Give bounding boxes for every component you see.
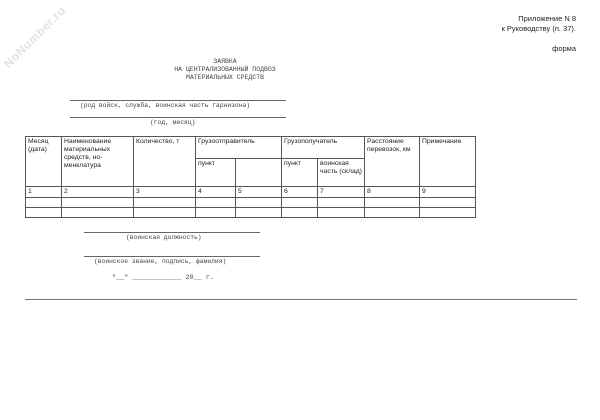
header-note: Примечание: [420, 137, 476, 187]
appendix-number: Приложение N 8: [518, 14, 576, 23]
signature-caption: (воинское звание, подпись, фамилия): [94, 258, 227, 265]
appendix-header: [502, 14, 576, 54]
subheader-consignee-point: пункт: [282, 159, 318, 187]
column-number: 7: [318, 187, 365, 198]
subheader-shipper-point: пункт: [196, 159, 236, 187]
column-number: 6: [282, 187, 318, 198]
title-line-1: ЗАЯВКА: [213, 58, 237, 65]
header-consignee: Грузополучатель: [282, 137, 365, 159]
request-table: [25, 136, 476, 218]
header-name: Наименование материальных средств, но-менклатура: [62, 137, 134, 187]
position-line: [84, 232, 260, 233]
header-distance: Расстояние перевозок, км: [365, 137, 420, 187]
header-shipper: Грузоотправитель: [196, 137, 282, 159]
bottom-divider: [25, 299, 577, 300]
period-caption: (год, месяц): [150, 119, 196, 126]
subheader-shipper-blank: [236, 159, 282, 187]
date-line: "__" ____________ 20__ г.: [112, 274, 214, 282]
form-label: форма: [552, 44, 576, 53]
position-caption: (воинская должность): [126, 234, 202, 241]
column-number: 3: [134, 187, 196, 198]
signature-line: [84, 256, 260, 257]
column-number: 5: [236, 187, 282, 198]
table-header-row: [26, 137, 476, 159]
column-number: 2: [62, 187, 134, 198]
watermark: NoNumber.ru: [0, 3, 69, 71]
column-number: 9: [420, 187, 476, 198]
troops-line: [70, 100, 286, 101]
column-number: 4: [196, 187, 236, 198]
period-line: [70, 117, 286, 118]
column-number: 8: [365, 187, 420, 198]
subheader-consignee-unit: воинская часть (склад): [318, 159, 365, 187]
guide-reference: к Руководству (п. 37).: [501, 24, 576, 33]
troops-caption: (род войск, служба, воинская часть гарнизона): [80, 102, 251, 109]
document-title: [0, 58, 450, 82]
title-line-2: НА ЦЕНТРАЛИЗОВАННЫЙ ПОДВОЗ: [174, 66, 276, 73]
header-month: Месяц (дата): [26, 137, 62, 187]
table-row: [26, 208, 476, 218]
table-number-row: [26, 187, 476, 198]
header-quantity: Количество, т: [134, 137, 196, 187]
table-row: [26, 198, 476, 208]
column-number: 1: [26, 187, 62, 198]
title-line-3: МАТЕРИАЛЬНЫХ СРЕДСТВ: [185, 74, 264, 81]
